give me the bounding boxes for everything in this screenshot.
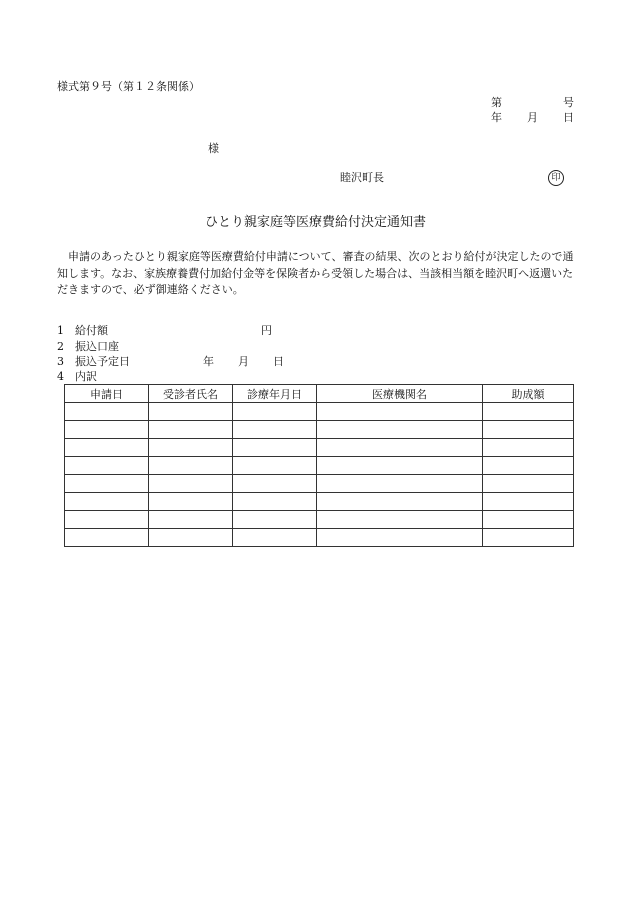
table-cell — [483, 403, 574, 421]
table-row — [65, 475, 574, 493]
transfer-day: 日 — [273, 355, 284, 368]
table-cell — [483, 493, 574, 511]
table-cell — [65, 457, 149, 475]
seal-mark: 印 — [548, 170, 564, 186]
column-header-treatment-date: 診療年月日 — [233, 385, 317, 403]
table-cell — [317, 439, 483, 457]
transfer-year: 年 — [203, 355, 214, 368]
table-cell — [149, 457, 233, 475]
table-cell — [317, 421, 483, 439]
column-header-subsidy-amount: 助成額 — [483, 385, 574, 403]
item-number: 2 — [57, 340, 64, 353]
table-cell — [233, 493, 317, 511]
table-cell — [149, 421, 233, 439]
table-cell — [65, 493, 149, 511]
item-label: 振込口座 — [75, 340, 119, 353]
table-cell — [483, 439, 574, 457]
table-cell — [317, 457, 483, 475]
breakdown-table — [64, 384, 574, 547]
table-row — [65, 439, 574, 457]
item-label: 内訳 — [75, 370, 97, 383]
table-row — [65, 493, 574, 511]
doc-no-prefix: 第 — [491, 96, 502, 109]
form-number: 様式第９号（第１２条関係） — [57, 80, 200, 93]
table-cell — [483, 475, 574, 493]
table-row — [65, 529, 574, 547]
table-cell — [233, 457, 317, 475]
table-cell — [149, 493, 233, 511]
table-row — [65, 457, 574, 475]
table-cell — [65, 403, 149, 421]
table-cell — [483, 457, 574, 475]
table-cell — [65, 421, 149, 439]
item-number: 3 — [57, 355, 64, 368]
table-cell — [233, 403, 317, 421]
table-cell — [233, 421, 317, 439]
amount-unit: 円 — [261, 324, 272, 337]
issuer-name: 睦沢町長 — [340, 171, 384, 184]
table-cell — [233, 475, 317, 493]
doc-no-suffix: 号 — [563, 96, 574, 109]
addressee-honorific: 様 — [208, 142, 219, 155]
table-cell — [483, 421, 574, 439]
table-cell — [233, 529, 317, 547]
table-cell — [149, 475, 233, 493]
table-cell — [149, 439, 233, 457]
item-label: 給付額 — [75, 324, 108, 337]
item-number: 4 — [57, 370, 64, 383]
table-cell — [149, 403, 233, 421]
table-cell — [233, 511, 317, 529]
table-header-row — [65, 385, 574, 403]
date-month: 月 — [527, 111, 538, 124]
table-cell — [317, 475, 483, 493]
column-header-institution: 医療機関名 — [317, 385, 483, 403]
column-header-patient-name: 受診者氏名 — [149, 385, 233, 403]
table-cell — [483, 529, 574, 547]
table-cell — [65, 475, 149, 493]
item-number: 1 — [57, 324, 64, 337]
table-cell — [65, 511, 149, 529]
body-paragraph: 申請のあったひとり親家庭等医療費給付申請について、審査の結果、次のとおり給付が決定したので通知します。なお、家族療養費付加給付金等を保険者から受領した場合は、当該相当額を睦沢町へ返還いただきますので、必ず御連絡ください。 — [57, 250, 574, 296]
table-cell — [483, 511, 574, 529]
table-row — [65, 511, 574, 529]
table-cell — [233, 439, 317, 457]
table-cell — [65, 529, 149, 547]
date-day: 日 — [563, 111, 574, 124]
item-label: 振込予定日 — [75, 355, 130, 368]
table-cell — [317, 493, 483, 511]
table-row — [65, 421, 574, 439]
table-cell — [317, 529, 483, 547]
table-cell — [149, 511, 233, 529]
table-cell — [317, 403, 483, 421]
column-header-application-date: 申請日 — [65, 385, 149, 403]
table-cell — [317, 511, 483, 529]
table-cell — [65, 439, 149, 457]
document-title: ひとり親家庭等医療費給付決定通知書 — [205, 215, 427, 230]
table-body — [65, 403, 574, 547]
transfer-month: 月 — [238, 355, 249, 368]
date-year: 年 — [491, 111, 502, 124]
table-cell — [149, 529, 233, 547]
table-row — [65, 403, 574, 421]
